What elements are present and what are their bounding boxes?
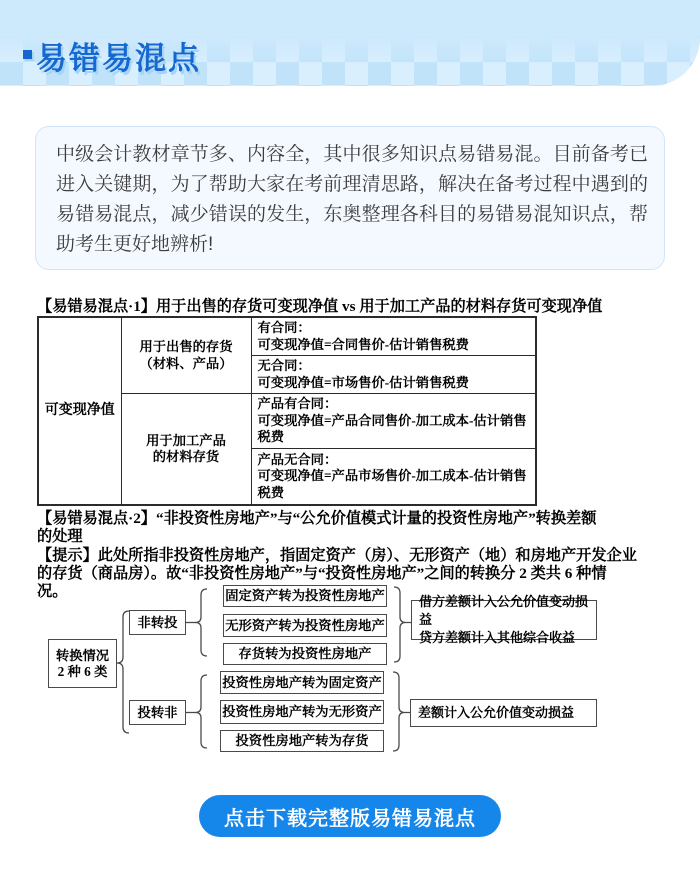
group2-label-line1: 用于加工产品 [146, 432, 226, 448]
result-line: 贷方差额计入其他综合收益 [419, 630, 576, 645]
branch1-result-box [411, 594, 597, 645]
hint-line3: 况。 [37, 583, 68, 600]
page-title: 易错易混点 [36, 41, 201, 76]
group1-label-cell [121, 317, 251, 394]
case-formula: 可变现净值=合同售价-估计销售税费 [257, 336, 469, 352]
intro-card [35, 126, 665, 270]
case-cell [251, 394, 536, 449]
download-button[interactable]: 点击下载完整版易错易混点 [199, 795, 501, 837]
hint-line1: 【提示】此处所指非投资性房地产，指固定资产（房）、无形资产（地）和房地产开发企业 [37, 547, 637, 564]
branch2-open-brace [196, 675, 208, 748]
group2-label-cell [121, 394, 251, 506]
header-banner [0, 0, 700, 86]
section2-title-line2: 的处理 [37, 528, 83, 545]
branch2-close-brace [393, 672, 410, 751]
root-line1: 转换情况 [55, 647, 110, 663]
branch2-result-box [410, 699, 597, 727]
intro-text: 中级会计教材章节多、内容全，其中很多知识点易错易混。目前备考已进入关键期，为了帮助大家在考前理清思路，解决在备考过程中遇到的易错易混点，减少错误的发生，东奥整理各科目的易错易混知识点，帮助考生更好地辨析! [56, 144, 648, 255]
group2-label-line2: 的材料存货 [152, 449, 220, 464]
case-title: 无合同： [257, 358, 311, 373]
section2-title-line1: 【易错易混点·2】“非投资性房地产”与“公允价值模式计量的投资性房地产”转换差额 [37, 510, 597, 527]
branch1-item-box: 存货转为投资性房地产 [223, 643, 387, 665]
title-bullet-icon [23, 50, 32, 59]
branch2-item-box: 投资性房地产转为无形资产 [220, 700, 384, 724]
hint-line2: 的存货（商品房）。故“非投资性房地产”与“投资性房地产”之间的转换分 2 类共 6 种情 [37, 565, 607, 582]
case-formula: 可变现净值=产品合同售价-加工成本-估计销售税费 [257, 412, 527, 444]
case-title: 有合同： [257, 320, 311, 335]
branch2-item-box: 投资性房地产转为固定资产 [220, 671, 384, 694]
case-cell [251, 448, 536, 505]
case-cell [251, 356, 536, 394]
group1-label-line2: （材料、产品） [139, 355, 233, 371]
result-line: 借方差额计入公允价值变动损益 [419, 594, 589, 627]
case-formula: 可变现净值=产品市场售价-加工成本-估计销售税费 [257, 468, 527, 500]
diagram-root-box [48, 639, 117, 688]
row-header-cell: 可变现净值 [38, 317, 121, 505]
case-title: 产品有合同： [257, 396, 338, 411]
branch2-label-box: 投转非 [129, 700, 186, 725]
root-brace [117, 611, 129, 733]
case-formula: 可变现净值=市场售价-估计销售税费 [257, 374, 469, 390]
case-title: 产品无合同： [257, 451, 338, 467]
branch1-item-box: 固定资产转为投资性房地产 [223, 585, 387, 607]
branch2-item-box: 投资性房地产转为存货 [220, 730, 384, 752]
branch1-label-box: 非转投 [129, 610, 186, 635]
result-line: 差额计入公允价值变动损益 [418, 705, 575, 720]
group1-label-line1: 用于出售的存货 [139, 339, 233, 354]
section2 [0, 505, 700, 767]
branch1-item-box: 无形资产转为投资性房地产 [223, 614, 387, 637]
table-row [38, 317, 536, 356]
root-line2: 2 种 6 类 [57, 663, 108, 679]
case-cell [251, 317, 536, 356]
section1-title: 【易错易混点·1】用于出售的存货可变现净值 vs 用于加工产品的材料存货可变现净值 [37, 298, 603, 315]
nrv-table [37, 316, 537, 506]
